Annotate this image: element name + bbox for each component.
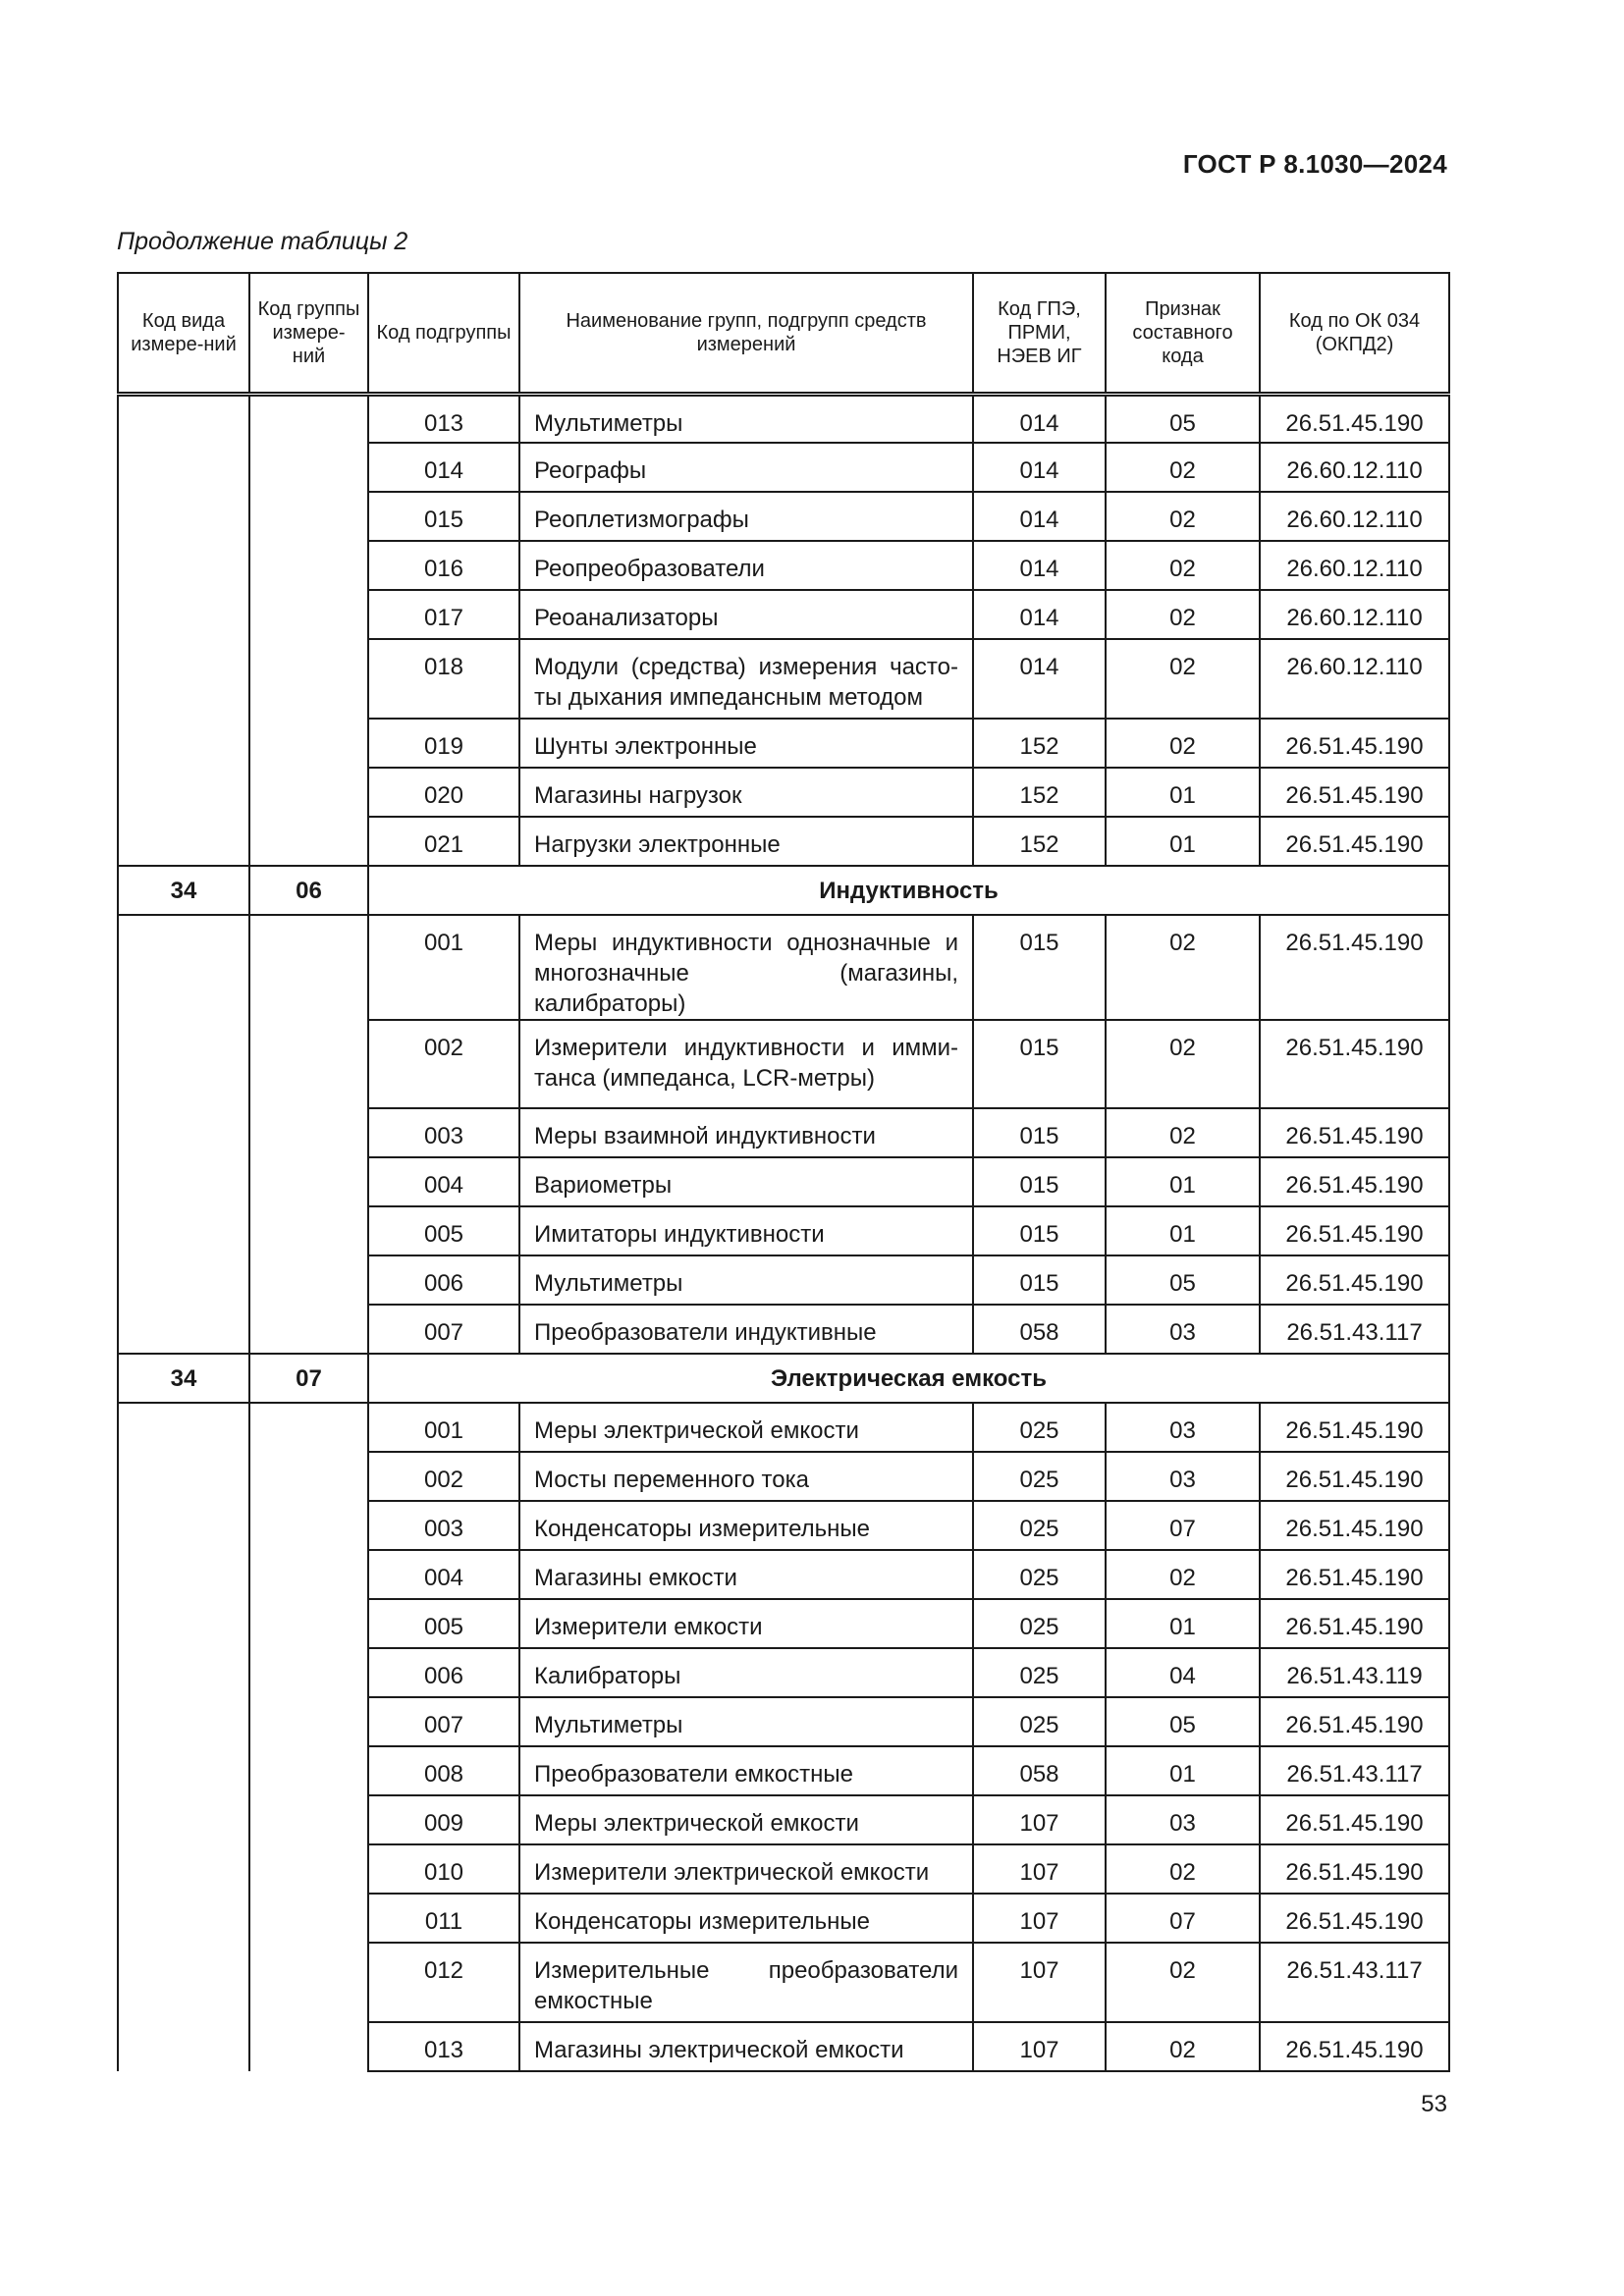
subgroup-code-cell: 004 <box>368 1157 519 1206</box>
subgroup-code-cell: 006 <box>368 1648 519 1697</box>
okpd-code-cell: 26.60.12.110 <box>1260 443 1449 492</box>
subgroup-code-cell: 011 <box>368 1894 519 1943</box>
subgroup-code-cell: 005 <box>368 1599 519 1648</box>
section-title: Электрическая емкость <box>368 1354 1449 1403</box>
okpd-code-cell: 26.51.43.117 <box>1260 1746 1449 1795</box>
okpd-code-cell: 26.51.45.190 <box>1260 1403 1449 1452</box>
composite-sign-cell: 07 <box>1106 1894 1260 1943</box>
measurement-instruments-table <box>117 272 1450 2072</box>
section-header-row <box>118 1354 1449 1403</box>
subgroup-code-cell: 007 <box>368 1305 519 1354</box>
okpd-code-cell: 26.51.45.190 <box>1260 2022 1449 2071</box>
instrument-name-cell: Мультиметры <box>519 1255 973 1305</box>
subgroup-code-cell: 013 <box>368 394 519 443</box>
instrument-name-cell: Преобразователи индуктивные <box>519 1305 973 1354</box>
subgroup-code-cell: 017 <box>368 590 519 639</box>
composite-sign-cell: 02 <box>1106 915 1260 1020</box>
gpe-code-cell: 152 <box>973 817 1106 866</box>
gpe-code-cell: 107 <box>973 1795 1106 1844</box>
instrument-name-cell: Меры индуктивности однозначные и многозначные (магазины, калибраторы) <box>519 915 973 1020</box>
section-kind-code: 34 <box>118 866 249 915</box>
okpd-code-cell: 26.51.45.190 <box>1260 1795 1449 1844</box>
instrument-name-cell: Магазины электрической емкости <box>519 2022 973 2071</box>
column-header: Наименование групп, подгрупп средств измерений <box>519 273 973 394</box>
gpe-code-cell: 152 <box>973 719 1106 768</box>
composite-sign-cell: 01 <box>1106 817 1260 866</box>
subgroup-code-cell: 014 <box>368 443 519 492</box>
instrument-name-cell: Конденсаторы измерительные <box>519 1501 973 1550</box>
composite-sign-cell: 02 <box>1106 1020 1260 1108</box>
kind-code-cell <box>118 394 249 866</box>
subgroup-code-cell: 003 <box>368 1108 519 1157</box>
gpe-code-cell: 025 <box>973 1550 1106 1599</box>
gpe-code-cell: 107 <box>973 1943 1106 2022</box>
okpd-code-cell: 26.60.12.110 <box>1260 590 1449 639</box>
subgroup-code-cell: 006 <box>368 1255 519 1305</box>
composite-sign-cell: 02 <box>1106 719 1260 768</box>
subgroup-code-cell: 021 <box>368 817 519 866</box>
okpd-code-cell: 26.51.45.190 <box>1260 1108 1449 1157</box>
gpe-code-cell: 107 <box>973 1894 1106 1943</box>
gpe-code-cell: 014 <box>973 639 1106 719</box>
gpe-code-cell: 107 <box>973 2022 1106 2071</box>
subgroup-code-cell: 001 <box>368 1403 519 1452</box>
subgroup-code-cell: 007 <box>368 1697 519 1746</box>
subgroup-code-cell: 016 <box>368 541 519 590</box>
composite-sign-cell: 03 <box>1106 1403 1260 1452</box>
gpe-code-cell: 015 <box>973 915 1106 1020</box>
okpd-code-cell: 26.51.45.190 <box>1260 1020 1449 1108</box>
subgroup-code-cell: 001 <box>368 915 519 1020</box>
instrument-name-cell: Шунты электронные <box>519 719 973 768</box>
composite-sign-cell: 01 <box>1106 1746 1260 1795</box>
gpe-code-cell: 058 <box>973 1746 1106 1795</box>
subgroup-code-cell: 019 <box>368 719 519 768</box>
section-header-row <box>118 866 1449 915</box>
composite-sign-cell: 02 <box>1106 1844 1260 1894</box>
composite-sign-cell: 02 <box>1106 590 1260 639</box>
instrument-name-cell: Мультиметры <box>519 1697 973 1746</box>
instrument-name-cell: Реографы <box>519 443 973 492</box>
gpe-code-cell: 015 <box>973 1206 1106 1255</box>
subgroup-code-cell: 015 <box>368 492 519 541</box>
okpd-code-cell: 26.60.12.110 <box>1260 639 1449 719</box>
kind-code-cell <box>118 1403 249 2071</box>
section-group-code: 06 <box>249 866 368 915</box>
gpe-code-cell: 152 <box>973 768 1106 817</box>
instrument-name-cell: Реоанализаторы <box>519 590 973 639</box>
gpe-code-cell: 014 <box>973 492 1106 541</box>
instrument-name-cell: Мосты переменного тока <box>519 1452 973 1501</box>
instrument-name-cell: Меры электрической емкости <box>519 1795 973 1844</box>
composite-sign-cell: 01 <box>1106 1206 1260 1255</box>
instrument-name-cell: Имитаторы индуктивности <box>519 1206 973 1255</box>
column-header: Код ГПЭ, ПРМИ, НЭЕВ ИГ <box>973 273 1106 394</box>
gpe-code-cell: 015 <box>973 1020 1106 1108</box>
okpd-code-cell: 26.51.45.190 <box>1260 1501 1449 1550</box>
okpd-code-cell: 26.51.45.190 <box>1260 1157 1449 1206</box>
composite-sign-cell: 04 <box>1106 1648 1260 1697</box>
kind-code-cell <box>118 915 249 1354</box>
composite-sign-cell: 03 <box>1106 1795 1260 1844</box>
column-header: Код подгруппы <box>368 273 519 394</box>
instrument-name-cell: Измерительные преобразователи емкостные <box>519 1943 973 2022</box>
composite-sign-cell: 01 <box>1106 1157 1260 1206</box>
composite-sign-cell: 03 <box>1106 1305 1260 1354</box>
group-code-cell <box>249 915 368 1354</box>
gpe-code-cell: 025 <box>973 1599 1106 1648</box>
instrument-name-cell: Измерители индуктивности и имми-танса (импеданса, LCR-метры) <box>519 1020 973 1108</box>
subgroup-code-cell: 009 <box>368 1795 519 1844</box>
subgroup-code-cell: 013 <box>368 2022 519 2071</box>
instrument-name-cell: Измерители электрической емкости <box>519 1844 973 1894</box>
okpd-code-cell: 26.51.45.190 <box>1260 1599 1449 1648</box>
composite-sign-cell: 07 <box>1106 1501 1260 1550</box>
page-number: 53 <box>1421 2091 1447 2117</box>
okpd-code-cell: 26.51.45.190 <box>1260 1550 1449 1599</box>
subgroup-code-cell: 018 <box>368 639 519 719</box>
column-header: Код вида измере-ний <box>118 273 249 394</box>
gpe-code-cell: 025 <box>973 1403 1106 1452</box>
column-header: Код по ОК 034 (ОКПД2) <box>1260 273 1449 394</box>
okpd-code-cell: 26.51.45.190 <box>1260 1844 1449 1894</box>
okpd-code-cell: 26.51.45.190 <box>1260 1255 1449 1305</box>
okpd-code-cell: 26.51.45.190 <box>1260 915 1449 1020</box>
instrument-name-cell: Вариометры <box>519 1157 973 1206</box>
subgroup-code-cell: 008 <box>368 1746 519 1795</box>
gpe-code-cell: 015 <box>973 1157 1106 1206</box>
group-code-cell <box>249 1403 368 2071</box>
section-title: Индуктивность <box>368 866 1449 915</box>
composite-sign-cell: 05 <box>1106 1255 1260 1305</box>
subgroup-code-cell: 010 <box>368 1844 519 1894</box>
instrument-name-cell: Нагрузки электронные <box>519 817 973 866</box>
okpd-code-cell: 26.51.43.119 <box>1260 1648 1449 1697</box>
composite-sign-cell: 02 <box>1106 1943 1260 2022</box>
instrument-name-cell: Магазины нагрузок <box>519 768 973 817</box>
subgroup-code-cell: 003 <box>368 1501 519 1550</box>
instrument-name-cell: Меры электрической емкости <box>519 1403 973 1452</box>
gpe-code-cell: 014 <box>973 394 1106 443</box>
document-code: ГОСТ Р 8.1030—2024 <box>1182 149 1447 179</box>
section-group-code: 07 <box>249 1354 368 1403</box>
table-header-row <box>118 273 1449 394</box>
composite-sign-cell: 05 <box>1106 394 1260 443</box>
instrument-name-cell: Модули (средства) измерения часто-ты дыхания импедансным методом <box>519 639 973 719</box>
gpe-code-cell: 025 <box>973 1452 1106 1501</box>
composite-sign-cell: 02 <box>1106 443 1260 492</box>
subgroup-code-cell: 002 <box>368 1452 519 1501</box>
composite-sign-cell: 02 <box>1106 1550 1260 1599</box>
instrument-name-cell: Измерители емкости <box>519 1599 973 1648</box>
okpd-code-cell: 26.60.12.110 <box>1260 492 1449 541</box>
section-kind-code: 34 <box>118 1354 249 1403</box>
gpe-code-cell: 025 <box>973 1501 1106 1550</box>
gpe-code-cell: 014 <box>973 590 1106 639</box>
table-row <box>118 1403 1449 1452</box>
instrument-name-cell: Преобразователи емкостные <box>519 1746 973 1795</box>
composite-sign-cell: 01 <box>1106 1599 1260 1648</box>
instrument-name-cell: Реоплетизмографы <box>519 492 973 541</box>
composite-sign-cell: 02 <box>1106 541 1260 590</box>
table-row <box>118 394 1449 443</box>
composite-sign-cell: 05 <box>1106 1697 1260 1746</box>
gpe-code-cell: 025 <box>973 1648 1106 1697</box>
gpe-code-cell: 015 <box>973 1108 1106 1157</box>
subgroup-code-cell: 005 <box>368 1206 519 1255</box>
okpd-code-cell: 26.51.45.190 <box>1260 817 1449 866</box>
okpd-code-cell: 26.51.45.190 <box>1260 394 1449 443</box>
instrument-name-cell: Меры взаимной индуктивности <box>519 1108 973 1157</box>
subgroup-code-cell: 020 <box>368 768 519 817</box>
column-header: Признак составного кода <box>1106 273 1260 394</box>
okpd-code-cell: 26.51.45.190 <box>1260 1697 1449 1746</box>
instrument-name-cell: Калибраторы <box>519 1648 973 1697</box>
column-header: Код группы измере-ний <box>249 273 368 394</box>
composite-sign-cell: 02 <box>1106 639 1260 719</box>
okpd-code-cell: 26.60.12.110 <box>1260 541 1449 590</box>
composite-sign-cell: 01 <box>1106 768 1260 817</box>
composite-sign-cell: 03 <box>1106 1452 1260 1501</box>
group-code-cell <box>249 394 368 866</box>
composite-sign-cell: 02 <box>1106 1108 1260 1157</box>
gpe-code-cell: 014 <box>973 541 1106 590</box>
okpd-code-cell: 26.51.43.117 <box>1260 1943 1449 2022</box>
instrument-name-cell: Конденсаторы измерительные <box>519 1894 973 1943</box>
gpe-code-cell: 107 <box>973 1844 1106 1894</box>
okpd-code-cell: 26.51.43.117 <box>1260 1305 1449 1354</box>
table-caption: Продолжение таблицы 2 <box>117 228 408 255</box>
subgroup-code-cell: 002 <box>368 1020 519 1108</box>
instrument-name-cell: Мультиметры <box>519 394 973 443</box>
table-row <box>118 915 1449 1020</box>
composite-sign-cell: 02 <box>1106 2022 1260 2071</box>
gpe-code-cell: 015 <box>973 1255 1106 1305</box>
subgroup-code-cell: 004 <box>368 1550 519 1599</box>
gpe-code-cell: 014 <box>973 443 1106 492</box>
okpd-code-cell: 26.51.45.190 <box>1260 719 1449 768</box>
gpe-code-cell: 025 <box>973 1697 1106 1746</box>
subgroup-code-cell: 012 <box>368 1943 519 2022</box>
instrument-name-cell: Магазины емкости <box>519 1550 973 1599</box>
okpd-code-cell: 26.51.45.190 <box>1260 768 1449 817</box>
instrument-name-cell: Реопреобразователи <box>519 541 973 590</box>
composite-sign-cell: 02 <box>1106 492 1260 541</box>
okpd-code-cell: 26.51.45.190 <box>1260 1452 1449 1501</box>
gpe-code-cell: 058 <box>973 1305 1106 1354</box>
okpd-code-cell: 26.51.45.190 <box>1260 1894 1449 1943</box>
okpd-code-cell: 26.51.45.190 <box>1260 1206 1449 1255</box>
